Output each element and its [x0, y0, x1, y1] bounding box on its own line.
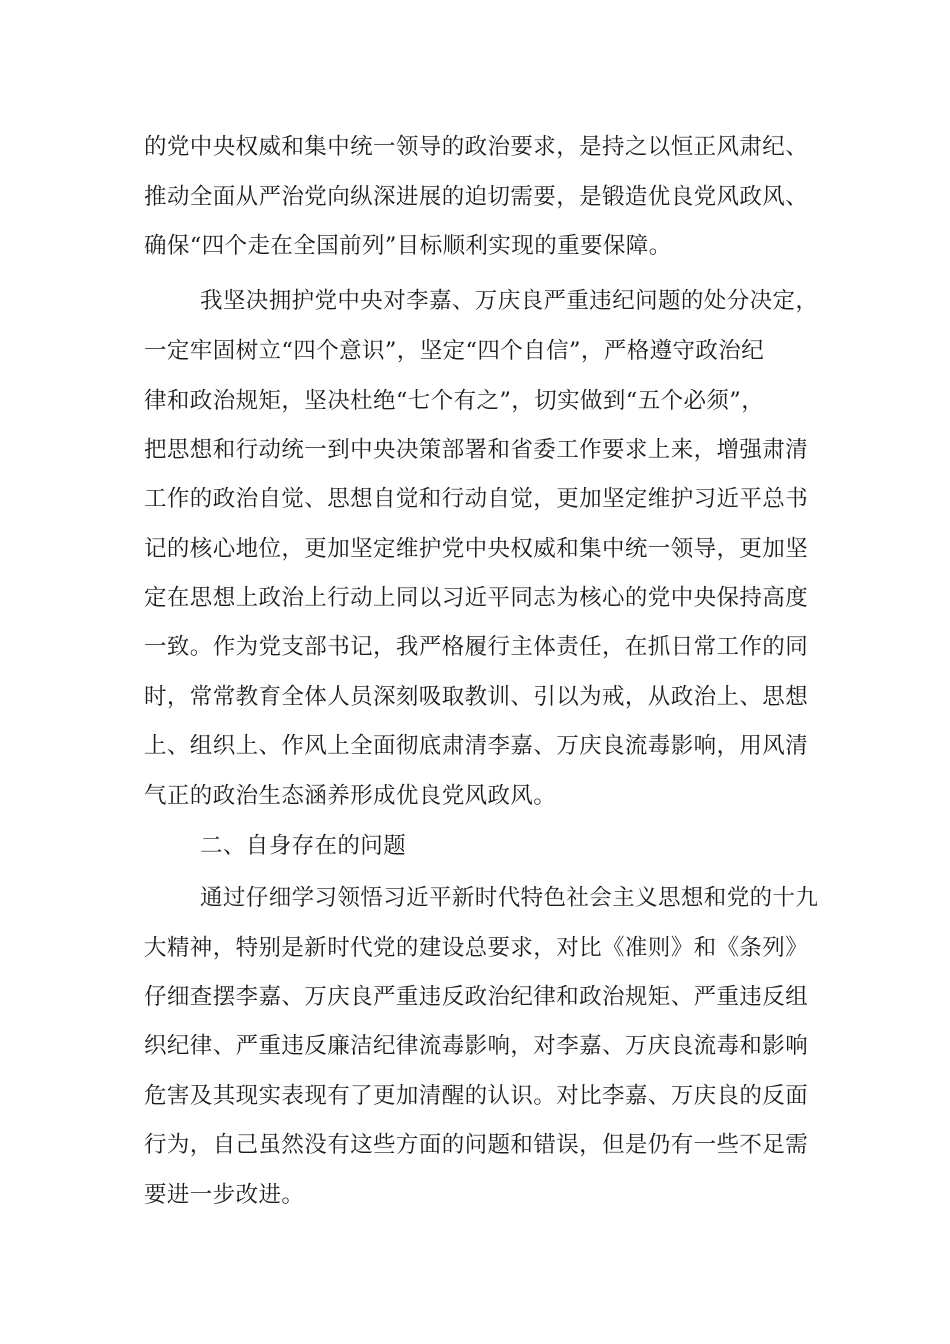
section-heading: 二、自身存在的问题: [200, 833, 407, 859]
text-line: 把思想和行动统一到中央决策部署和省委工作要求上来，增强肃清: [144, 437, 809, 463]
text-line: 上、组织上、作风上全面彻底肃清李嘉、万庆良流毒影响，用风清: [144, 733, 809, 759]
text-line: 气正的政治生态涵养形成优良党风政风。: [144, 783, 557, 809]
text-line: 我坚决拥护党中央对李嘉、万庆良严重违纪问题的处分决定，: [200, 288, 819, 314]
text-line: 要进一步改进。: [144, 1182, 305, 1208]
text-line: 确保“四个走在全国前列”目标顺利实现的重要保障。: [144, 233, 672, 259]
text-line: 的党中央权威和集中统一领导的政治要求，是持之以恒正风肃纪、: [144, 134, 809, 160]
text-line: 工作的政治自觉、思想自觉和行动自觉，更加坚定维护习近平总书: [144, 486, 809, 512]
text-line: 律和政治规矩，坚决杜绝“七个有之”，切实做到“五个必须”，: [144, 388, 765, 414]
text-line: 记的核心地位，更加坚定维护党中央权威和集中统一领导，更加坚: [144, 536, 809, 562]
text-line: 定在思想上政治上行动上同以习近平同志为核心的党中央保持高度: [144, 585, 809, 611]
text-line: 通过仔细学习领悟习近平新时代特色社会主义思想和党的十九: [200, 885, 819, 911]
text-line: 行为，自己虽然没有这些方面的问题和错误，但是仍有一些不足需: [144, 1132, 809, 1158]
text-line: 大精神，特别是新时代党的建设总要求，对比《准则》和《条列》: [144, 935, 809, 961]
text-line: 时，常常教育全体人员深刻吸取教训、引以为戒，从政治上、思想: [144, 684, 809, 710]
text-line: 仔细查摆李嘉、万庆良严重违反政治纪律和政治规矩、严重违反组: [144, 984, 809, 1010]
text-line: 一定牢固树立“四个意识”，坚定“四个自信”，严格遵守政治纪: [144, 338, 765, 364]
text-line: 织纪律、严重违反廉洁纪律流毒影响，对李嘉、万庆良流毒和影响: [144, 1033, 809, 1059]
text-line: 一致。作为党支部书记，我严格履行主体责任，在抓日常工作的同: [144, 634, 809, 660]
text-line: 推动全面从严治党向纵深进展的迫切需要，是锻造优良党风政风、: [144, 184, 809, 210]
text-line: 危害及其现实表现有了更加清醒的认识。对比李嘉、万庆良的反面: [144, 1083, 809, 1109]
